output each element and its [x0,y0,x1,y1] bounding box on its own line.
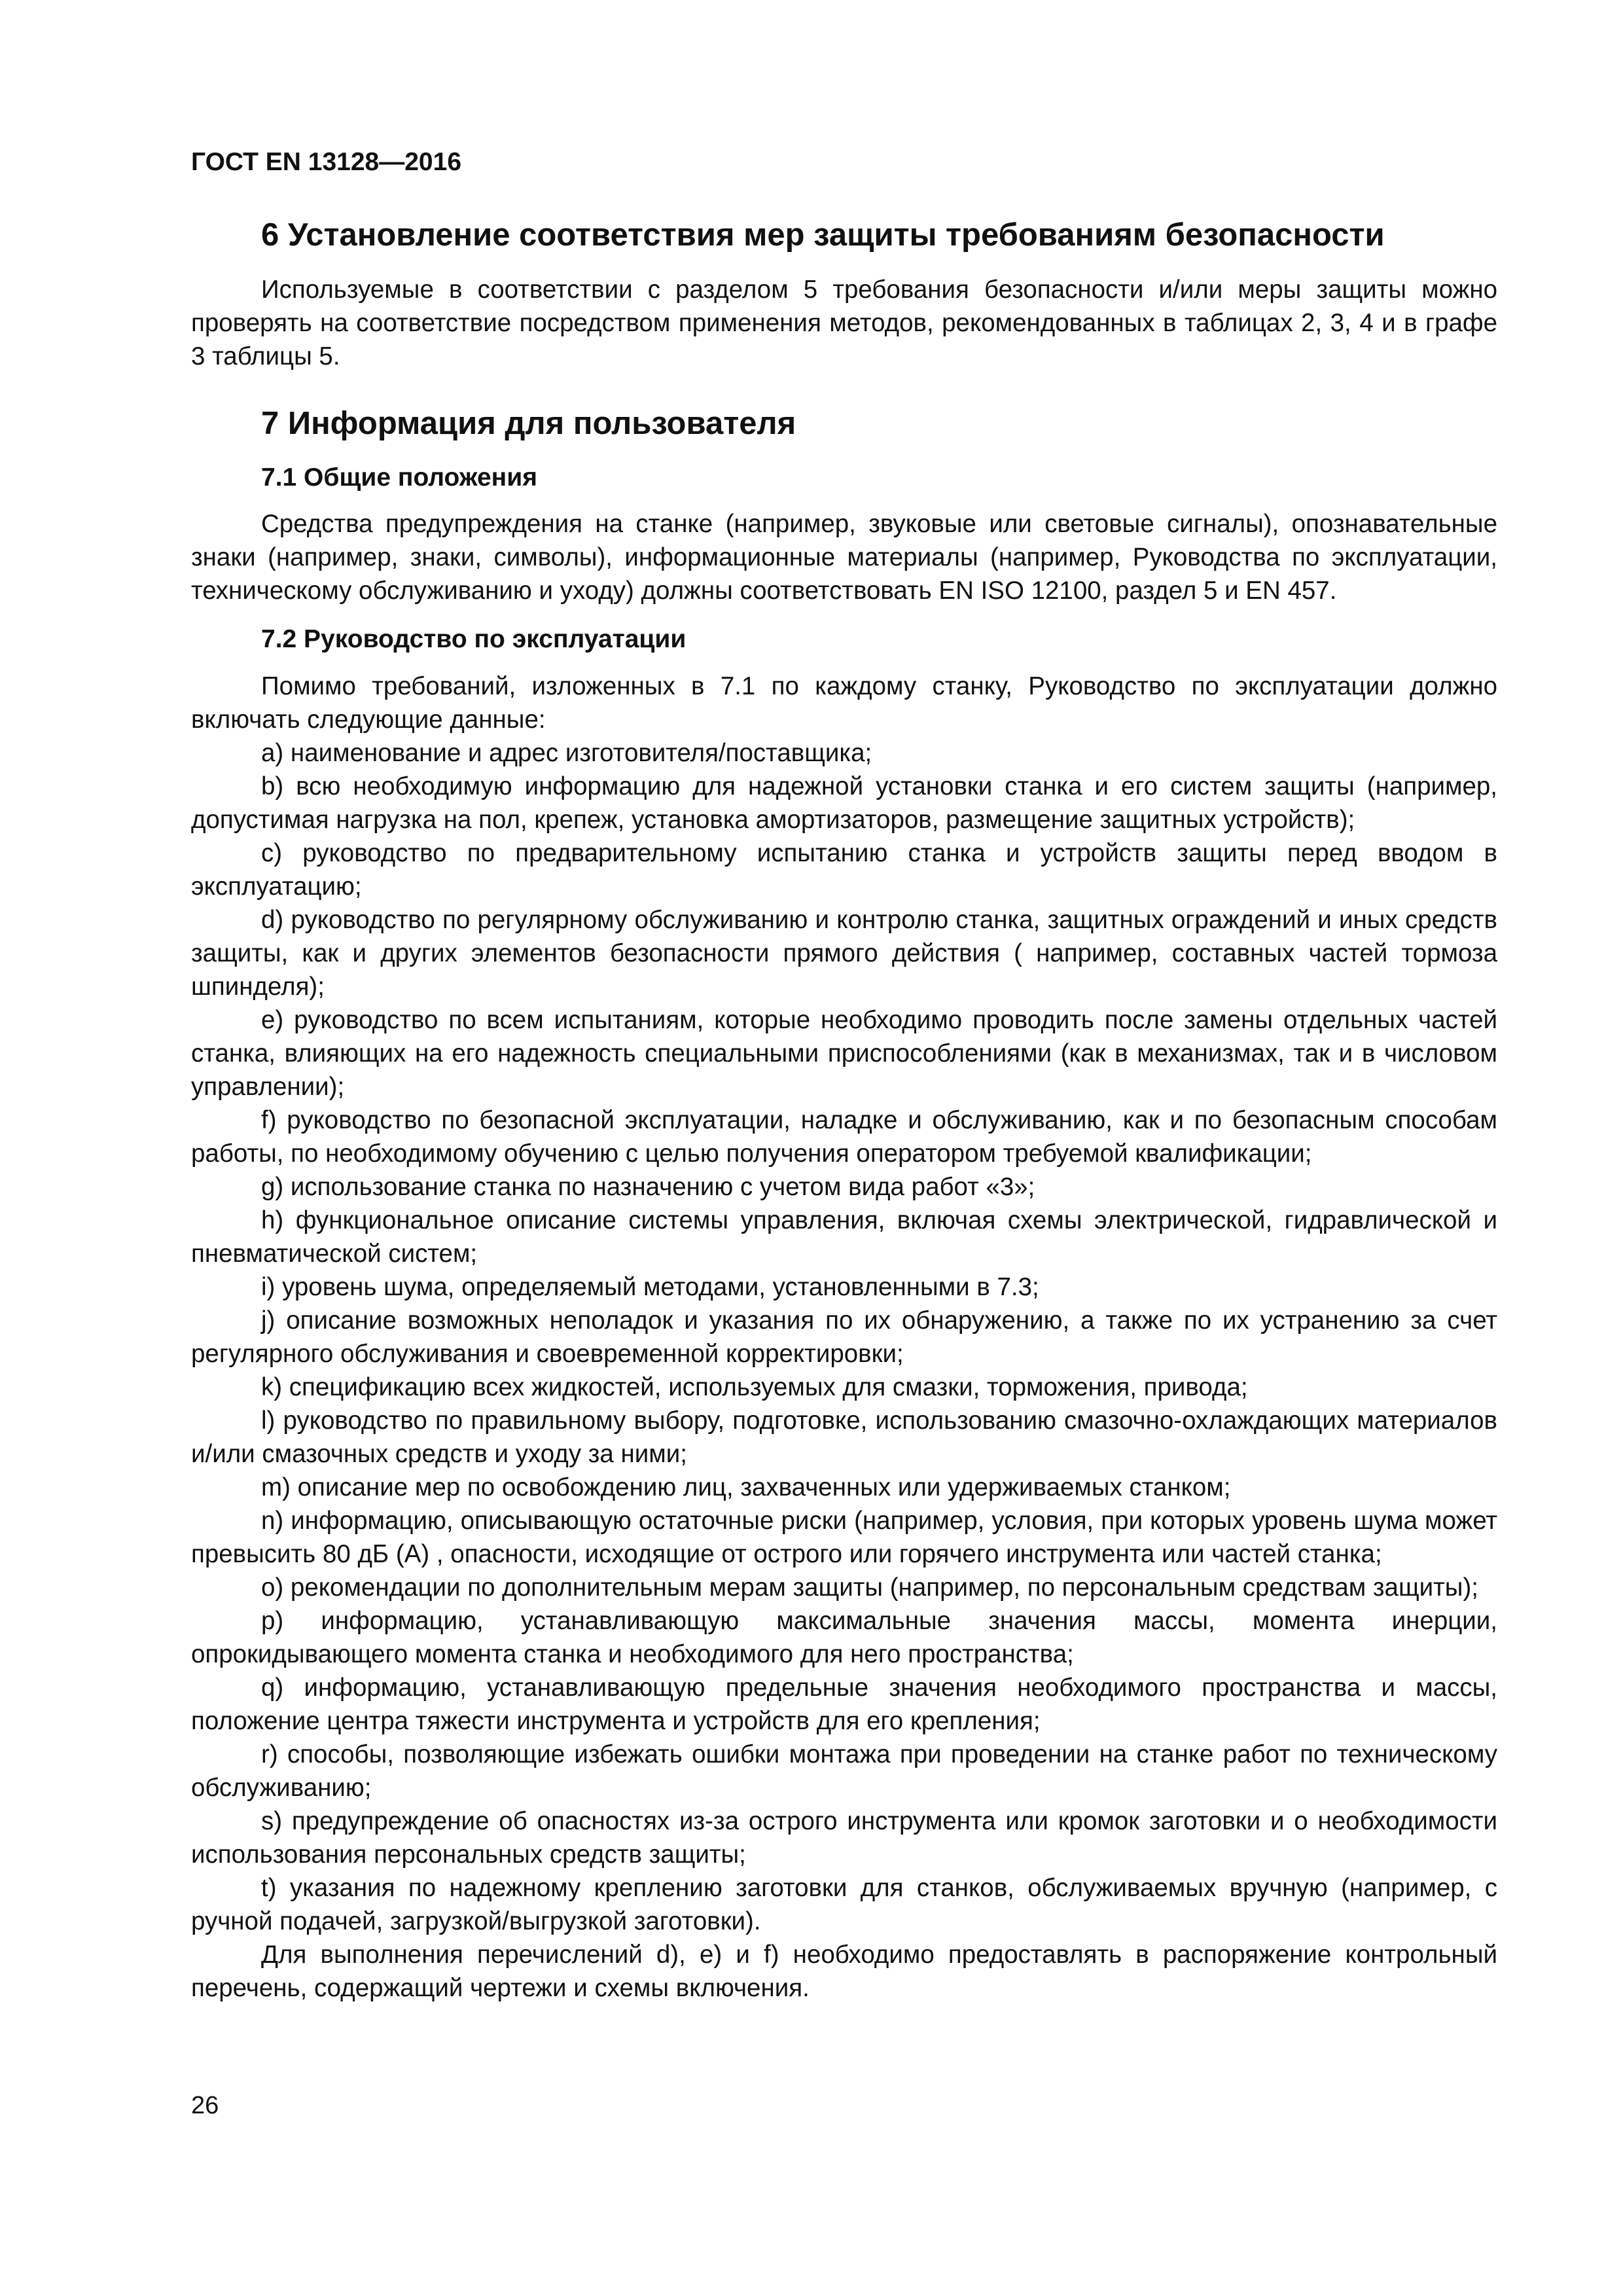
list-item: d) руководство по регулярному обслуживанию и контролю станка, защитных ограждений и иных средств защиты, как и других элементов безопасности прямого действия ( например, составных частей тормоза шпинделя); [191,905,1497,1001]
document-content [191,216,1497,2005]
section-6-text: Используемые в соответствии с разделом 5 требования безопасности и/или меры защиты можно проверять на соответствие посредством применения методов, рекомендованных в таблицах 2, 3, 4 и в графе 3 таблицы 5. [191,275,1497,370]
list-item: e) руководство по всем испытаниям, которые необходимо проводить после замены отдельных частей станка, влияющих на его надежность специальными приспособлениями (как в механизмах, так и в числовом управлении); [191,1005,1497,1101]
list-item: b) всю необходимую информацию для надежной установки станка и его систем защиты (например, допустимая нагрузка на пол, крепеж, установка амортизаторов, размещение защитных устройств); [191,772,1497,834]
list-item: t) указания по надежному креплению заготовки для станков, обслуживаемых вручную (например, с ручной подачей, загрузкой/выгрузкой заготовки). [191,1873,1497,1935]
section-7-title: 7 Информация для пользователя [261,405,796,441]
list-item: a) наименование и адрес изготовителя/поставщика; [261,738,872,767]
list-item: p) информацию, устанавливающую максимальные значения массы, момента инерции, опрокидывающего момента станка и необходимого для него пространства; [191,1606,1497,1668]
section-6-title: 6 Установление соответствия мер защиты требованиям безопасности [261,217,1385,253]
list-item: c) руководство по предварительному испытанию станка и устройств защиты перед вводом в эксплуатацию; [191,838,1497,901]
list-item: s) предупреждение об опасностях из-за острого инструмента или кромок заготовки и о необходимости использования персональных средств защиты; [191,1806,1497,1869]
section-7-1-title: 7.1 Общие положения [261,463,537,492]
list-item: n) информацию, описывающую остаточные риски (например, условия, при которых уровень шума может превысить 80 дБ (А) , опасности, исходящие от острого или горячего инструмента или частей станка; [191,1506,1497,1568]
section-7-2-intro: Помимо требований, изложенных в 7.1 по каждому станку, Руководство по эксплуатации должно включать следующие данные: [191,672,1497,734]
list-item: h) функциональное описание системы управления, включая схемы электрической, гидравлической и пневматической систем; [191,1206,1497,1268]
list-item: f) руководство по безопасной эксплуатации, наладке и обслуживанию, как и по безопасным способам работы, по необходимому обучению с целью получения оператором требуемой квалификации; [191,1105,1497,1168]
section-7-1-text: Средства предупреждения на станке (например, звуковые или световые сигналы), опознавательные знаки (например, знаки, символы), информационные материалы (например, Руководства по эксплуатации, техническому обслуживанию и уходу) должны соответствовать EN ISO 12100, раздел 5 и EN 457. [191,510,1497,605]
section-7-2-closing: Для выполнения перечислений d), e) и f) необходимо предоставлять в распоряжение контрольный перечень, содержащий чертежи и схемы включения. [191,1940,1497,2002]
list-item: j) описание возможных неполадок и указания по их обнаружению, а также по их устранению за счет регулярного обслуживания и своевременной корректировки; [191,1306,1497,1368]
document-code: ГОСТ EN 13128—2016 [191,148,462,176]
list-item: r) способы, позволяющие избежать ошибки монтажа при проведении на станке работ по техническому обслуживанию; [191,1740,1497,1802]
list-item: m) описание мер по освобождению лиц, захваченных или удерживаемых станком; [261,1473,1231,1501]
list-item: o) рекомендации по дополнительным мерам защиты (например, по персональным средствам защиты); [261,1573,1478,1602]
list-item: l) руководство по правильному выбору, подготовке, использованию смазочно-охлаждающих материалов и/или смазочных средств и уходу за ними; [191,1406,1497,1468]
list-item: k) спецификацию всех жидкостей, используемых для смазки, торможения, привода; [261,1372,1248,1401]
list-item: g) использование станка по назначению с учетом вида работ «3»; [261,1172,1035,1201]
list-item: q) информацию, устанавливающую предельные значения необходимого пространства и массы, положение центра тяжести инструмента и устройств для его крепления; [191,1673,1497,1735]
section-7-2-title: 7.2 Руководство по эксплуатации [261,625,687,654]
list-item: i) уровень шума, определяемый методами, установленными в 7.3; [261,1272,1039,1301]
page-number: 26 [191,2092,219,2119]
